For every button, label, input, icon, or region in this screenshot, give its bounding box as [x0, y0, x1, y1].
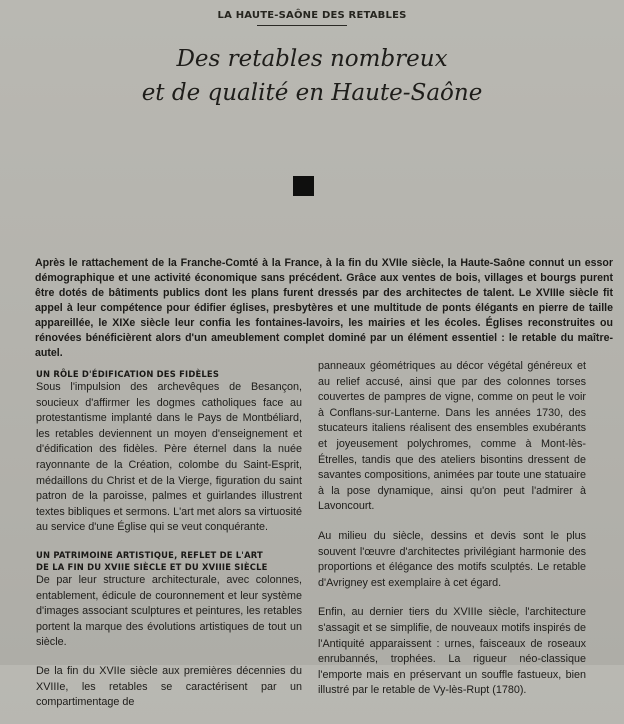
series-kicker: LA HAUTE-SAÔNE DES RETABLES	[217, 10, 407, 21]
title-line-2: et de qualité en Haute-Saône	[141, 80, 483, 106]
kicker-underline	[257, 25, 347, 26]
intro-paragraph: Après le rattachement de la Franche-Comté à la France, à la fin du XVIIe siècle, la Haute-Saône connut un essor démographique et une activité économique sans précédent. Grâce aux ventes de bois, villages et bourgs purent être dotés de bâtiments publics dont les plans furent dressés par des architectes de talent. Le XVIIIe siècle fit appel à leur compétence pour édifier églises, presbytères et une multitude de ponts élégants en pierre de taille appareillée, le XIXe siècle leur confia les fontaines-lavoirs, les mairies et les écoles. Églises reconstruites ou rénovées bénéficièrent alors d'un ameublement complet dominé par un élément essentiel : le retable du maître-autel.	[35, 257, 613, 359]
body-paragraph: De la fin du XVIIe siècle aux premières décennies du XVIIIe, les retables se caractérisent par un compartimentage de	[36, 664, 302, 709]
section-heading-patrimoine-line1: UN PATRIMOINE ARTISTIQUE, REFLET DE L'ART	[36, 549, 263, 560]
body-paragraph: panneaux géométriques au décor végétal généreux et au relief accusé, ainsi que par des colonnes torses couvertes de pampres de vigne, comme on peut le voir à Conflans-sur-Lanterne. Dans les années 1730, des stucateurs italiens réalisent des ensembles exubérants et joyeusement polychromes, comme à Mont-lès-Étrelles, tandis que des ateliers bisontins dressent de savantes compositions, animées par toute une statuaire à la pose dynamique, ainsi qu'on peut l'admirer à Lavoncourt.	[318, 360, 586, 513]
body-paragraph: Enfin, au dernier tiers du XVIIIe siècle, l'architecture s'assagit et se simplifie, de nouveaux motifs inspirés de l'Antiquité apparaissent : urnes, faisceaux de roseaux enrubannés, trophées. La rigueur néo-classique l'emporte mais en préservant un souffle fastueux, bien illustré par le retable de Vy-lès-Rupt (1780).	[318, 606, 586, 697]
body-paragraph: Au milieu du siècle, dessins et devis sont le plus souvent l'œuvre d'architectes privilégiant harmonie des proportions et élégance des motifs sculptés. Le retable d'Avrigney est exemplaire à cet égard.	[318, 529, 586, 589]
left-column	[36, 368, 302, 724]
page-title	[0, 42, 624, 110]
right-column	[318, 359, 586, 713]
black-square-ornament-icon	[293, 176, 314, 196]
title-line-1: Des retables nombreux	[176, 46, 448, 72]
body-paragraph: Sous l'impulsion des archevêques de Besançon, soucieux d'affirmer les dogmes catholiques face au protestantisme implanté dans le Pays de Montbéliard, les retables deviennent un moyen d'enseignement et d'édification des fidèles. Père éternel dans la nuée rayonnante de la Création, colombe du Saint-Esprit, médaillons du Christ et de la Vierge, figuration du saint patron de la paroisse, palmes et guirlandes illustrent textes bibliques et sermons. L'art met alors sa virtuosité au service d'une Église qui se veut conquérante.	[36, 381, 302, 534]
section-heading-patrimoine-line2: DE LA FIN DU XVIIE SIÈCLE ET DU XVIIIE SIÈCLE	[36, 561, 268, 572]
body-paragraph: De par leur structure architecturale, avec colonnes, entablement, édicule de couronnement et leur système d'images associant sculptures et peintures, les retables portent la marque des évolutions artistiques de tout un siècle.	[36, 573, 302, 649]
section-heading-edification: UN RÔLE D'ÉDIFICATION DES FIDÈLES	[36, 369, 220, 379]
